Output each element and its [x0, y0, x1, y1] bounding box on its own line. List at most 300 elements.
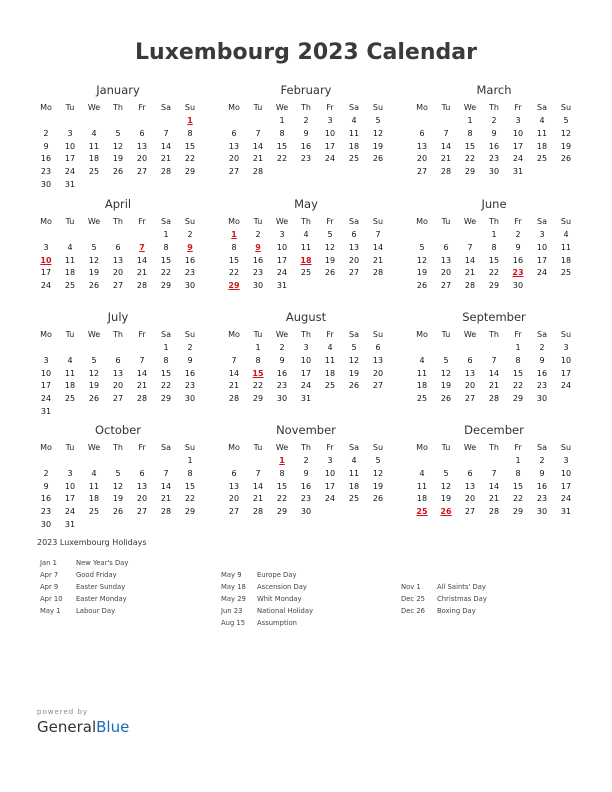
- day-cell: 17: [64, 154, 76, 164]
- holiday-date: May 9: [221, 571, 242, 579]
- day-cell: 4: [91, 128, 97, 138]
- day-cell: 25: [88, 167, 100, 177]
- day-cell: 10: [560, 355, 572, 365]
- day-cell: 16: [40, 494, 52, 504]
- day-grid: [410, 115, 578, 179]
- day-cell: 10: [64, 141, 76, 151]
- day-cell: 22: [464, 154, 476, 164]
- weekday-label: Su: [560, 103, 572, 112]
- day-cell: 13: [228, 481, 240, 491]
- day-cell: 23: [300, 494, 312, 504]
- day-cell: 23: [300, 154, 312, 164]
- month-title: January: [96, 83, 140, 97]
- day-cell: 11: [416, 481, 428, 491]
- day-cell: 5: [443, 355, 449, 365]
- day-cell: 19: [440, 381, 452, 391]
- day-cell: 7: [467, 242, 473, 252]
- day-cell: 22: [160, 381, 172, 391]
- weekday-label: Fr: [138, 103, 146, 112]
- day-cell: 15: [160, 368, 172, 378]
- day-cell: 31: [276, 281, 288, 291]
- day-cell: 13: [440, 255, 452, 265]
- day-cell: 7: [375, 230, 381, 239]
- page-title: Luxembourg 2023 Calendar: [135, 40, 477, 65]
- weekday-label: Mo: [228, 103, 240, 112]
- day-cell: 28: [160, 507, 172, 517]
- day-cell: 27: [348, 268, 360, 278]
- day-cell: 16: [40, 154, 52, 164]
- day-cell: 6: [467, 468, 473, 478]
- weekday-header: [410, 215, 578, 229]
- day-cell: 6: [139, 468, 145, 478]
- day-cell: 26: [112, 167, 124, 177]
- weekday-header: [410, 441, 578, 455]
- day-cell: 14: [440, 141, 452, 151]
- day-grid: [222, 115, 390, 179]
- weekday-label: We: [87, 217, 101, 226]
- day-cell: 13: [416, 141, 428, 151]
- holiday-day-cell: 9: [187, 242, 193, 252]
- day-cell: 8: [515, 355, 521, 365]
- day-cell: 28: [228, 394, 240, 404]
- day-cell: 1: [163, 230, 169, 239]
- day-cell: 25: [536, 154, 548, 164]
- holiday-day-cell: 23: [512, 268, 524, 278]
- month-title: May: [294, 197, 318, 211]
- day-cell: 9: [539, 355, 545, 365]
- day-cell: 22: [252, 381, 264, 391]
- day-cell: 4: [351, 456, 357, 465]
- weekday-label: Th: [113, 217, 123, 226]
- holiday-day-cell: 29: [228, 281, 240, 291]
- day-cell: 20: [372, 368, 384, 378]
- empty-cell: [410, 229, 434, 242]
- day-cell: 23: [276, 381, 288, 391]
- weekday-label: Sa: [537, 443, 547, 452]
- day-cell: 7: [491, 355, 497, 365]
- day-cell: 24: [324, 494, 336, 504]
- day-cell: 14: [136, 255, 148, 265]
- day-cell: 16: [184, 368, 196, 378]
- empty-cell: [58, 229, 82, 242]
- day-cell: 30: [184, 281, 196, 291]
- day-cell: 30: [300, 507, 312, 517]
- day-cell: 11: [300, 242, 312, 252]
- day-cell: 5: [443, 468, 449, 478]
- holiday-name: Labour Day: [76, 607, 116, 615]
- weekday-label: Tu: [253, 103, 263, 112]
- day-cell: 19: [324, 255, 336, 265]
- day-cell: 30: [40, 519, 52, 529]
- day-cell: 23: [184, 381, 196, 391]
- day-cell: 28: [488, 507, 500, 517]
- day-cell: 30: [252, 281, 264, 291]
- day-cell: 28: [136, 281, 148, 291]
- day-cell: 2: [187, 343, 193, 352]
- holiday-name: Ascension Day: [257, 583, 307, 591]
- month-title: July: [107, 310, 129, 324]
- day-cell: 10: [560, 468, 572, 478]
- empty-cell: [130, 455, 154, 468]
- day-cell: 20: [136, 494, 148, 504]
- month-april: [34, 196, 202, 293]
- day-cell: 17: [560, 481, 572, 491]
- weekday-label: Sa: [537, 330, 547, 339]
- day-cell: 6: [231, 468, 237, 478]
- day-cell: 27: [464, 394, 476, 404]
- empty-cell: [222, 342, 246, 355]
- holiday-name: Assumption: [257, 619, 297, 627]
- day-cell: 6: [115, 355, 121, 365]
- empty-cell: [434, 115, 458, 128]
- weekday-label: Sa: [537, 103, 547, 112]
- day-cell: 5: [115, 128, 121, 138]
- day-cell: 6: [351, 230, 357, 239]
- holiday-date: Jan 1: [40, 559, 57, 567]
- empty-cell: [82, 115, 106, 128]
- month-title: September: [462, 310, 526, 324]
- day-cell: 2: [491, 116, 497, 125]
- day-cell: 28: [252, 507, 264, 517]
- holiday-column: [40, 557, 128, 617]
- day-cell: 15: [464, 141, 476, 151]
- weekday-header: [410, 328, 578, 342]
- day-cell: 11: [348, 128, 360, 138]
- day-cell: 3: [67, 468, 73, 478]
- day-cell: 9: [491, 128, 497, 138]
- empty-cell: [458, 229, 482, 242]
- weekday-label: Mo: [416, 330, 428, 339]
- day-cell: 3: [515, 116, 521, 125]
- holiday-name: Whit Monday: [257, 595, 302, 603]
- weekday-label: Fr: [326, 103, 334, 112]
- day-cell: 25: [64, 281, 76, 291]
- day-cell: 14: [488, 368, 500, 378]
- day-cell: 17: [512, 141, 524, 151]
- day-cell: 29: [160, 281, 172, 291]
- day-cell: 22: [184, 494, 196, 504]
- holiday-row: [40, 593, 128, 605]
- day-cell: 9: [303, 468, 309, 478]
- day-cell: 30: [276, 394, 288, 404]
- day-cell: 27: [464, 507, 476, 517]
- day-cell: 4: [67, 242, 73, 252]
- weekday-label: We: [275, 103, 289, 112]
- day-cell: 16: [184, 255, 196, 265]
- day-cell: 31: [64, 519, 76, 529]
- day-cell: 27: [228, 167, 240, 177]
- day-cell: 24: [64, 167, 76, 177]
- holiday-name: Europe Day: [257, 571, 297, 579]
- day-cell: 28: [464, 281, 476, 291]
- day-cell: 18: [324, 368, 336, 378]
- day-cell: 26: [112, 507, 124, 517]
- day-cell: 1: [255, 343, 261, 352]
- day-cell: 30: [40, 179, 52, 189]
- holiday-column: [221, 569, 313, 629]
- weekday-label: Th: [301, 330, 311, 339]
- day-cell: 16: [276, 368, 288, 378]
- holiday-name: Easter Sunday: [76, 583, 126, 591]
- day-cell: 12: [112, 481, 124, 491]
- day-cell: 1: [279, 116, 285, 125]
- holiday-name: Good Friday: [76, 571, 117, 579]
- holiday-date: May 18: [221, 583, 246, 591]
- day-cell: 6: [139, 128, 145, 138]
- day-cell: 17: [276, 255, 288, 265]
- day-cell: 25: [88, 507, 100, 517]
- weekday-label: Su: [372, 217, 384, 226]
- day-cell: 18: [88, 154, 100, 164]
- holiday-date: Apr 10: [40, 595, 63, 603]
- weekday-label: Sa: [161, 443, 171, 452]
- weekday-label: Su: [184, 217, 196, 226]
- holiday-date: Apr 7: [40, 571, 59, 579]
- empty-cell: [58, 342, 82, 355]
- day-cell: 12: [560, 128, 572, 138]
- empty-cell: [246, 455, 270, 468]
- empty-cell: [34, 115, 58, 128]
- day-cell: 31: [300, 394, 312, 404]
- holiday-name: National Holiday: [257, 607, 314, 615]
- weekday-label: We: [87, 103, 101, 112]
- weekday-label: Tu: [441, 217, 451, 226]
- day-cell: 8: [163, 242, 169, 252]
- day-cell: 9: [515, 242, 521, 252]
- day-cell: 8: [279, 468, 285, 478]
- day-cell: 10: [324, 128, 336, 138]
- weekday-label: Tu: [65, 330, 75, 339]
- day-cell: 5: [563, 116, 569, 125]
- day-cell: 21: [252, 494, 264, 504]
- day-cell: 24: [40, 281, 52, 291]
- day-cell: 9: [303, 128, 309, 138]
- day-cell: 17: [560, 368, 572, 378]
- day-cell: 22: [276, 494, 288, 504]
- day-cell: 24: [64, 507, 76, 517]
- day-grid: [222, 342, 390, 406]
- holiday-day-cell: 1: [187, 116, 193, 125]
- weekday-label: Su: [372, 443, 384, 452]
- day-cell: 23: [40, 167, 52, 177]
- empty-cell: [434, 455, 458, 468]
- empty-cell: [222, 455, 246, 468]
- holiday-day-cell: 1: [231, 230, 237, 239]
- logo-text: [37, 718, 129, 736]
- day-cell: 15: [512, 481, 524, 491]
- day-cell: 6: [419, 128, 425, 138]
- empty-cell: [458, 455, 482, 468]
- weekday-label: Fr: [514, 217, 522, 226]
- day-cell: 13: [112, 255, 124, 265]
- holiday-row: [401, 605, 487, 617]
- month-title: August: [285, 310, 327, 324]
- day-cell: 16: [536, 368, 548, 378]
- day-cell: 3: [279, 230, 285, 239]
- holiday-date: May 29: [221, 595, 246, 603]
- weekday-label: Mo: [228, 443, 240, 452]
- weekday-label: We: [463, 217, 477, 226]
- day-cell: 21: [160, 494, 172, 504]
- holiday-row: [401, 593, 487, 605]
- day-cell: 28: [440, 167, 452, 177]
- weekday-label: Th: [301, 217, 311, 226]
- empty-cell: [458, 342, 482, 355]
- day-cell: 17: [324, 481, 336, 491]
- weekday-label: Mo: [228, 330, 240, 339]
- day-cell: 27: [440, 281, 452, 291]
- day-cell: 14: [136, 368, 148, 378]
- day-cell: 15: [276, 141, 288, 151]
- day-cell: 13: [372, 355, 384, 365]
- month-february: [222, 82, 390, 179]
- empty-cell: [410, 455, 434, 468]
- day-cell: 2: [515, 230, 521, 239]
- weekday-label: Mo: [40, 443, 52, 452]
- month-title: October: [94, 423, 142, 437]
- day-cell: 11: [64, 255, 76, 265]
- day-cell: 2: [303, 116, 309, 125]
- weekday-header: [222, 441, 390, 455]
- weekday-label: Tu: [253, 217, 263, 226]
- day-cell: 24: [536, 268, 548, 278]
- month-title: February: [280, 83, 332, 97]
- day-cell: 4: [563, 230, 569, 239]
- day-cell: 12: [324, 242, 336, 252]
- day-grid: [34, 229, 202, 293]
- day-cell: 8: [163, 355, 169, 365]
- day-cell: 26: [88, 394, 100, 404]
- day-cell: 23: [252, 268, 264, 278]
- day-cell: 26: [372, 494, 384, 504]
- holiday-column: [401, 581, 487, 617]
- weekday-label: Mo: [40, 217, 52, 226]
- day-cell: 7: [163, 468, 169, 478]
- empty-cell: [246, 115, 270, 128]
- day-cell: 15: [512, 368, 524, 378]
- weekday-label: Fr: [138, 217, 146, 226]
- day-cell: 17: [536, 255, 548, 265]
- weekday-label: Tu: [65, 217, 75, 226]
- day-cell: 10: [324, 468, 336, 478]
- weekday-label: We: [275, 217, 289, 226]
- day-cell: 29: [464, 167, 476, 177]
- holiday-date: Jun 23: [221, 607, 243, 615]
- day-cell: 27: [136, 167, 148, 177]
- weekday-label: Tu: [441, 330, 451, 339]
- holiday-day-cell: 10: [40, 255, 52, 265]
- day-cell: 7: [443, 128, 449, 138]
- day-grid: [222, 229, 390, 293]
- day-cell: 21: [464, 268, 476, 278]
- day-cell: 14: [252, 481, 264, 491]
- holiday-row: [40, 569, 128, 581]
- empty-cell: [410, 115, 434, 128]
- month-title: November: [276, 423, 336, 437]
- weekday-label: Mo: [416, 103, 428, 112]
- day-cell: 28: [488, 394, 500, 404]
- day-cell: 4: [419, 468, 425, 478]
- day-cell: 15: [228, 255, 240, 265]
- day-cell: 22: [512, 494, 524, 504]
- day-cell: 3: [327, 116, 333, 125]
- day-cell: 25: [348, 494, 360, 504]
- day-cell: 3: [563, 343, 569, 352]
- day-cell: 1: [491, 230, 497, 239]
- day-cell: 20: [464, 381, 476, 391]
- weekday-label: Tu: [441, 443, 451, 452]
- weekday-label: Sa: [349, 103, 359, 112]
- powered-by-text: powered by: [37, 708, 89, 716]
- day-cell: 11: [560, 242, 572, 252]
- day-cell: 20: [112, 268, 124, 278]
- weekday-label: Su: [372, 103, 384, 112]
- day-cell: 20: [228, 154, 240, 164]
- day-cell: 4: [419, 355, 425, 365]
- day-cell: 12: [372, 468, 384, 478]
- weekday-label: Th: [301, 103, 311, 112]
- day-cell: 14: [252, 141, 264, 151]
- day-cell: 19: [112, 494, 124, 504]
- empty-cell: [82, 455, 106, 468]
- day-cell: 25: [324, 381, 336, 391]
- empty-cell: [34, 229, 58, 242]
- day-cell: 17: [300, 368, 312, 378]
- day-cell: 16: [300, 481, 312, 491]
- day-cell: 28: [160, 167, 172, 177]
- day-cell: 27: [416, 167, 428, 177]
- empty-cell: [130, 342, 154, 355]
- day-cell: 5: [91, 242, 97, 252]
- day-cell: 19: [88, 381, 100, 391]
- day-cell: 5: [91, 355, 97, 365]
- weekday-label: Mo: [40, 103, 52, 112]
- day-grid: [410, 455, 578, 519]
- day-cell: 5: [375, 456, 381, 465]
- weekday-header: [222, 101, 390, 115]
- empty-cell: [34, 342, 58, 355]
- day-grid: [410, 229, 578, 293]
- day-cell: 17: [324, 141, 336, 151]
- weekday-label: Tu: [253, 443, 263, 452]
- empty-cell: [58, 455, 82, 468]
- day-cell: 3: [563, 456, 569, 465]
- weekday-label: Tu: [65, 443, 75, 452]
- day-cell: 25: [416, 394, 428, 404]
- empty-cell: [222, 115, 246, 128]
- day-cell: 19: [112, 154, 124, 164]
- empty-cell: [434, 342, 458, 355]
- weekday-label: Fr: [138, 443, 146, 452]
- day-cell: 12: [416, 255, 428, 265]
- holiday-day-cell: 18: [300, 255, 312, 265]
- weekday-label: Fr: [326, 330, 334, 339]
- holiday-name: Easter Monday: [76, 595, 127, 603]
- day-cell: 3: [67, 128, 73, 138]
- day-cell: 28: [252, 167, 264, 177]
- day-cell: 22: [276, 154, 288, 164]
- day-cell: 20: [464, 494, 476, 504]
- day-cell: 27: [372, 381, 384, 391]
- day-cell: 2: [539, 343, 545, 352]
- empty-cell: [58, 115, 82, 128]
- day-cell: 18: [348, 141, 360, 151]
- logo-blue: Blue: [96, 718, 130, 736]
- day-cell: 7: [255, 468, 261, 478]
- day-cell: 11: [64, 368, 76, 378]
- day-cell: 15: [184, 141, 196, 151]
- weekday-label: Fr: [514, 330, 522, 339]
